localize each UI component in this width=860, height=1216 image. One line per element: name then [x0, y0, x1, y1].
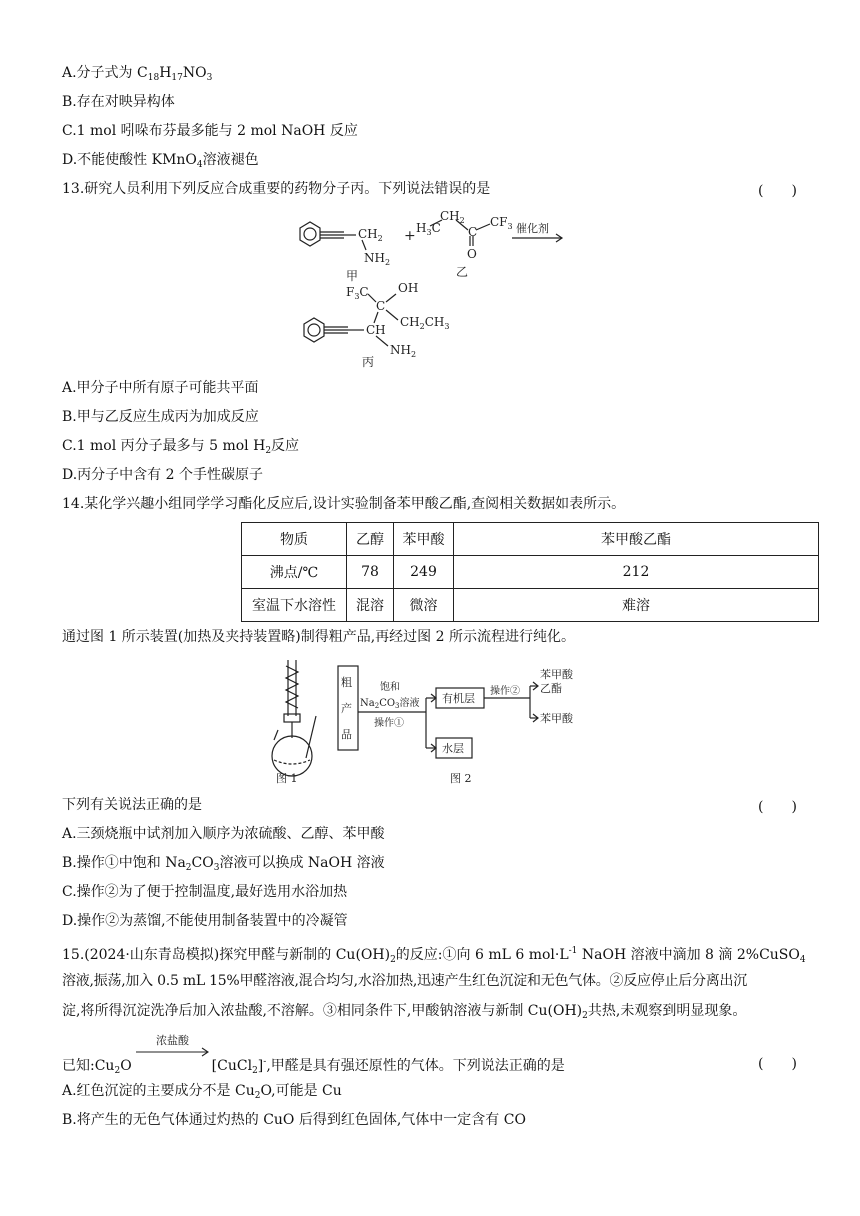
table-header-row [242, 523, 819, 556]
svg-text:C: C [376, 299, 386, 313]
table-header-cell: 苯甲酸 [394, 523, 454, 556]
svg-text:NH2: $NH_2$ [364, 251, 391, 267]
q15-reaction-arrow [134, 1030, 214, 1060]
svg-text:乙: 乙 [456, 265, 469, 279]
q14-data-table [241, 522, 819, 622]
table-cell: 室温下水溶性 [242, 589, 347, 622]
svg-text:水层: 水层 [442, 742, 464, 755]
svg-text:CH2: $CH_2$ [440, 209, 465, 225]
q15-known-line: 已知$:Cu_2O$ [CuCl$_2$]-,甲醛是具有强还原性的气体。下列说法正确的是 [62, 1057, 565, 1076]
q14-option-b: B.操作①中饱和 $Na_2CO_3$溶液可以换成 NaOH 溶液 [62, 855, 385, 873]
table-row [242, 556, 819, 589]
q13-option-b: B.甲与乙反应生成丙为加成反应 [62, 409, 259, 425]
q12-option-b: B.存在对映异构体 [62, 94, 175, 110]
table-cell: 混溶 [347, 589, 394, 622]
svg-text:图 1: 图 1 [276, 772, 298, 785]
svg-text:CF3: $CF_3$ [490, 215, 513, 231]
svg-text:甲: 甲 [346, 269, 359, 283]
q13-answer-paren: ( ) [758, 183, 797, 199]
q15-answer-paren: ( ) [758, 1056, 797, 1072]
svg-text:NH2: $NH_2$ [390, 343, 417, 359]
svg-text:催化剂: 催化剂 [516, 222, 549, 235]
table-cell: 难溶 [454, 589, 819, 622]
q12-option-a: A.分子式为 $C_{18}H_{17}NO_3$ [62, 65, 213, 83]
table-row [242, 589, 819, 622]
q15-stem-line1: 15.(2024·山东青岛模拟)探究甲醛与新制的 $Cu(OH)_2$的反应:①向 6 mL 6 $mol\cdot L^{-1}$ NaOH 溶液中滴加 8 滴 2%CuSO$_4$ [62, 946, 806, 965]
q13-stem: 13.研究人员利用下列反应合成重要的药物分子丙。下列说法错误的是 [62, 181, 491, 197]
table-cell: 78 [347, 556, 394, 589]
table-cell: 212 [454, 556, 819, 589]
svg-text:操作①: 操作① [374, 718, 404, 729]
q14-after-table: 通过图 1 所示装置(加热及夹持装置略)制得粗产品,再经过图 2 所示流程进行纯化。 [62, 629, 575, 645]
q13-option-d: D.丙分子中含有 2 个手性碳原子 [62, 467, 263, 483]
svg-text:CH2CH3: $CH_2CH_3$ [400, 315, 450, 331]
q15-stem-line3: 淀,将所得沉淀洗净后加入浓盐酸,不溶解。③相同条件下,甲酸钠溶液与新制 $Cu(OH)_2$共热,未观察到明显现象。 [62, 1003, 747, 1021]
q15-option-a: A.红色沉淀的主要成分不是 $Cu_2O$,可能是 Cu [62, 1083, 342, 1101]
svg-text:CH: CH [366, 323, 386, 337]
table-header-cell: 苯甲酸乙酯 [454, 523, 819, 556]
svg-text:+: + [404, 228, 416, 244]
svg-text:CH2: $CH_2$ [358, 227, 383, 243]
svg-text:丙: 丙 [362, 355, 375, 369]
svg-text:乙酯: 乙酯 [540, 682, 562, 695]
svg-text:粗: 粗 [341, 676, 352, 689]
table-header-cell: 物质 [242, 523, 347, 556]
q14-option-a: A.三颈烧瓶中试剂加入顺序为浓硫酸、乙醇、苯甲酸 [62, 826, 385, 842]
svg-text:H3C: $H_3C$ [416, 221, 441, 237]
q13-reaction-figure [290, 204, 580, 370]
q15-option-b: B.将产生的无色气体通过灼热的 CuO 后得到红色固体,气体中一定含有 CO [62, 1112, 526, 1128]
q12-option-c: C.1 mol 吲哚布芬最多能与 2 mol NaOH 反应 [62, 123, 358, 139]
svg-text:C: C [468, 225, 478, 239]
svg-text:F3C: $F_3C$ [346, 285, 369, 301]
svg-text:操作②: 操作② [490, 686, 520, 697]
table-header-cell: 乙醇 [347, 523, 394, 556]
q14-option-d: D.操作②为蒸馏,不能使用制备装置中的冷凝管 [62, 913, 348, 929]
svg-text:产: 产 [341, 702, 352, 715]
svg-text:图 2: 图 2 [450, 772, 472, 785]
q12-option-d: D.不能使酸性 KMnO$_4$溶液褪色 [62, 152, 259, 170]
table-cell: 249 [394, 556, 454, 589]
q14-figure2-flowchart [334, 662, 604, 786]
svg-text:Na2CO3溶液: $Na_2CO_3$溶液 [360, 698, 420, 710]
svg-text:O: O [467, 247, 477, 261]
svg-text:苯甲酸: 苯甲酸 [540, 668, 573, 681]
table-cell: 微溶 [394, 589, 454, 622]
svg-text:苯甲酸: 苯甲酸 [540, 712, 573, 725]
svg-text:浓盐酸: 浓盐酸 [156, 1034, 189, 1047]
q14-question: 下列有关说法正确的是 [62, 797, 202, 813]
q15-stem-line2: 溶液,振荡,加入 0.5 mL 15%甲醛溶液,混合均匀,水浴加热,迅速产生红色沉淀和无色气体。②反应停止后分离出沉 [62, 973, 748, 989]
q13-option-c: C.1 mol 丙分子最多与 5 mol $H_2$反应 [62, 438, 300, 456]
svg-text:品: 品 [341, 728, 352, 741]
q14-option-c: C.操作②为了便于控制温度,最好选用水浴加热 [62, 884, 348, 900]
svg-text:有机层: 有机层 [442, 692, 475, 705]
svg-text:OH: OH [398, 281, 419, 295]
svg-text:饱和: 饱和 [380, 682, 400, 693]
q14-stem: 14.某化学兴趣小组同学学习酯化反应后,设计实验制备苯甲酸乙酯,查阅相关数据如表所示。 [62, 496, 626, 512]
q13-option-a: A.甲分子中所有原子可能共平面 [62, 380, 259, 396]
q14-figure1-apparatus [262, 656, 334, 786]
table-cell: 沸点/℃ [242, 556, 347, 589]
q14-answer-paren: ( ) [758, 799, 797, 815]
